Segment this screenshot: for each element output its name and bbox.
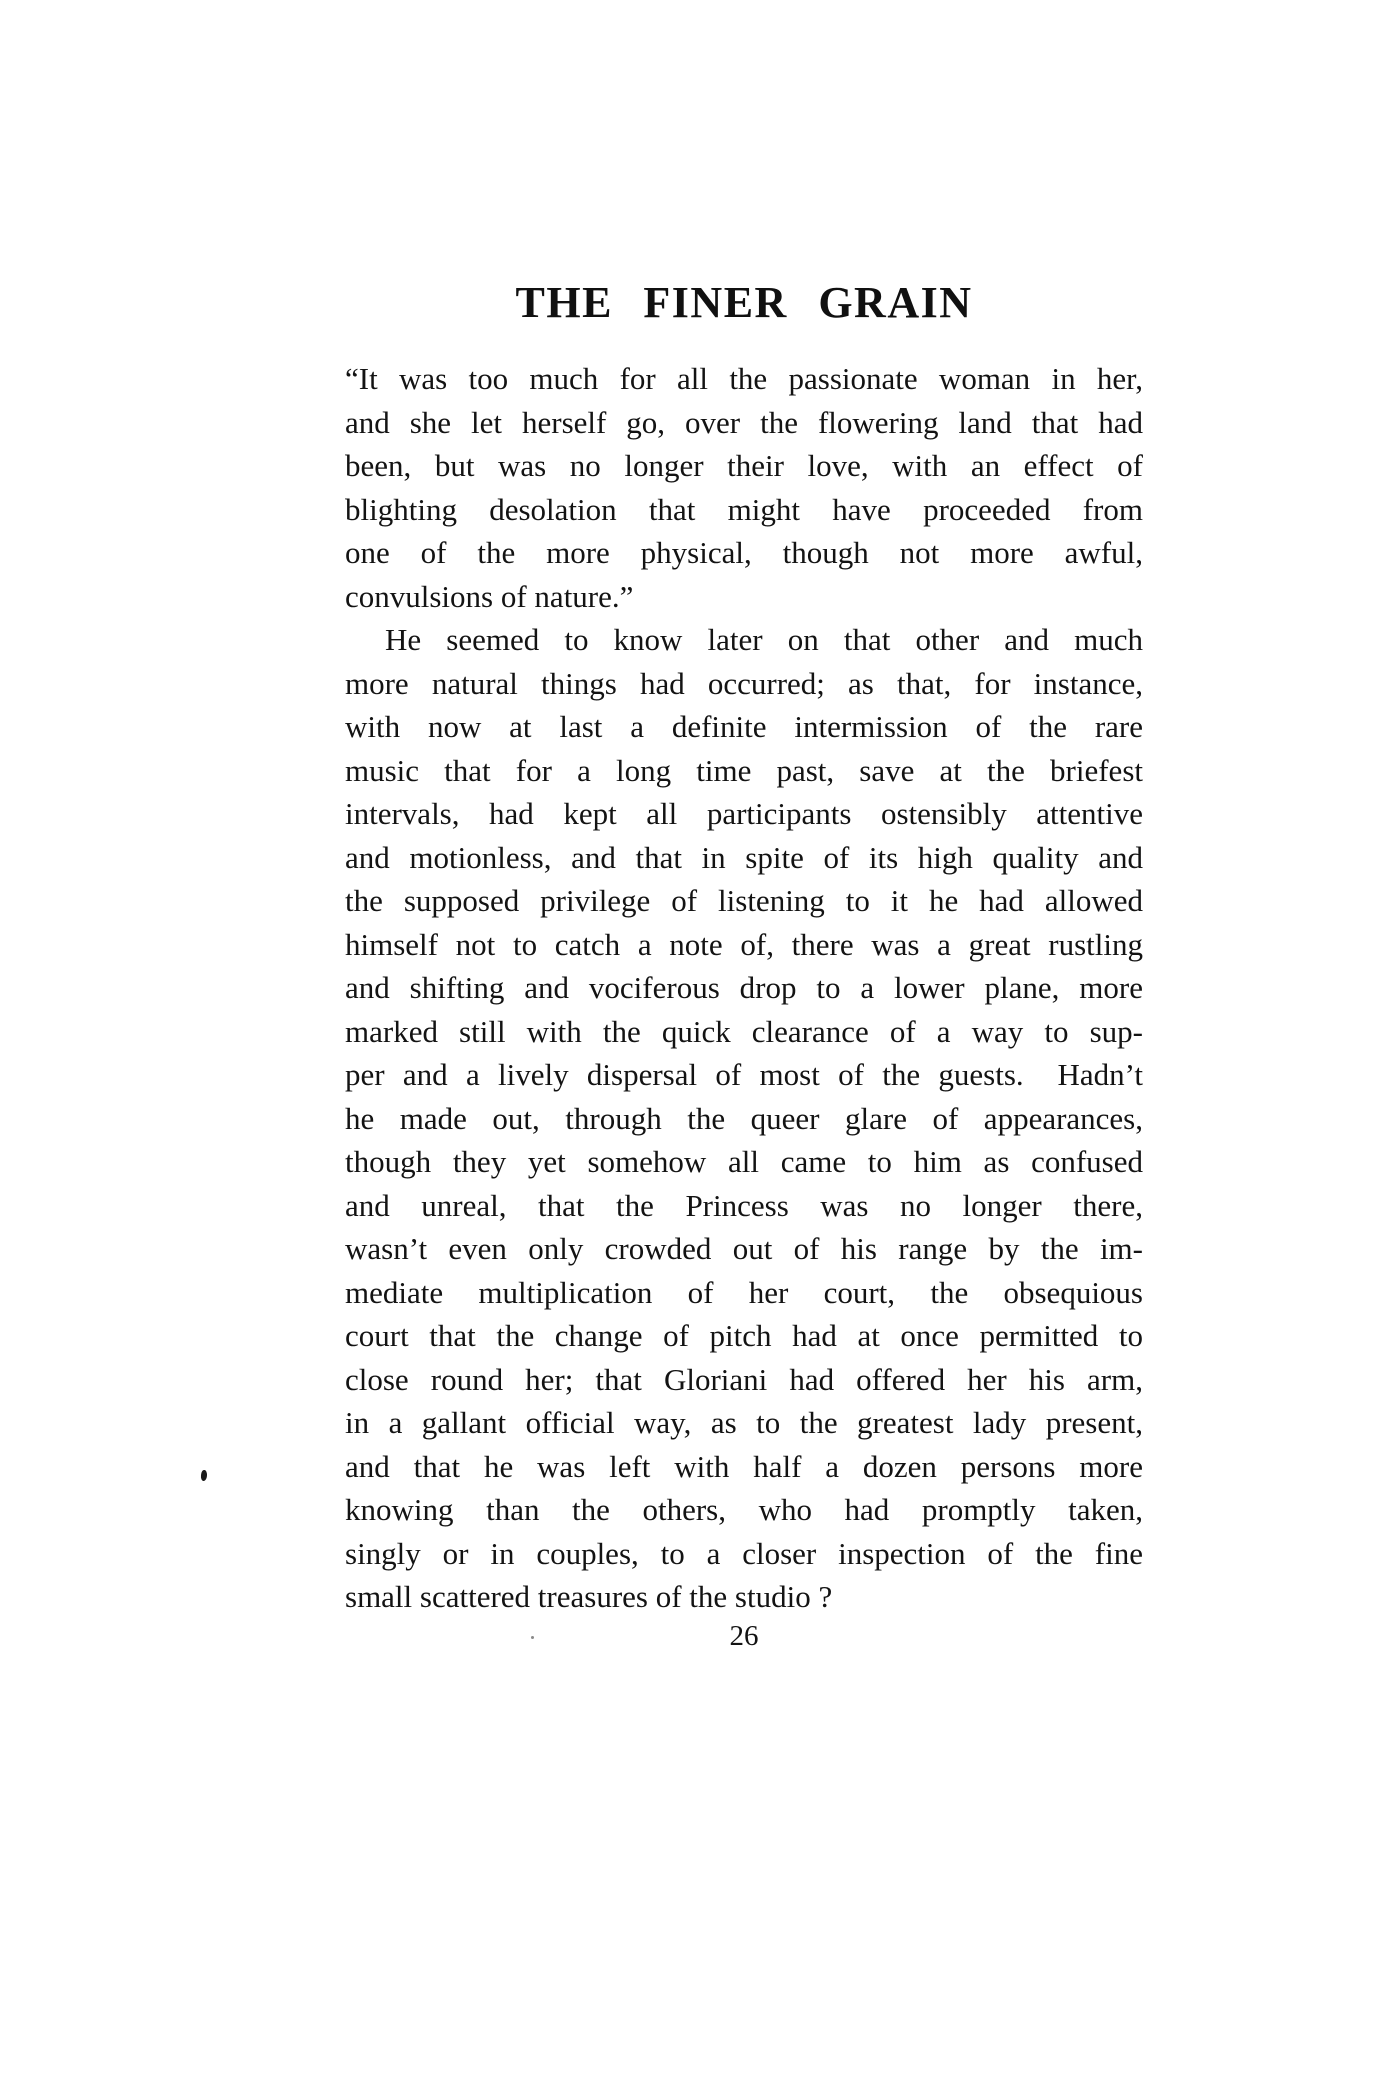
text-line: court that the change of pitch had at once permitted to <box>345 1318 1143 1353</box>
text-line: “It was too much for all the passionate woman in her, <box>345 361 1143 396</box>
text-line: music that for a long time past, save at the briefest <box>345 752 1143 788</box>
text-line: marked still with the quick clearance of a way to sup- <box>345 1013 1143 1049</box>
text-line: been, but was no longer their love, with an effect of <box>345 448 1143 483</box>
text-line: though they yet somehow all came to him as confused <box>345 1144 1143 1179</box>
text-line: and she let herself go, over the flowering land that had <box>345 404 1143 440</box>
text-line: small scattered treasures of the studio ? <box>345 1579 833 1614</box>
text-line: He seemed to know later on that other and much <box>385 622 1143 657</box>
text-line: he made out, through the queer glare of appearances, <box>345 1100 1143 1136</box>
page-number: 26 <box>729 1620 759 1652</box>
text-line: convulsions of nature.” <box>345 578 634 614</box>
text-line: blighting desolation that might have proceeded from <box>345 491 1143 527</box>
text-line: one of the more physical, though not more awful, <box>345 535 1143 570</box>
text-line: close round her; that Gloriani had offered her his arm, <box>345 1361 1143 1397</box>
text-line: per and a lively dispersal of most of the guests. Hadn’t <box>345 1057 1143 1092</box>
text-line: and that he was left with half a dozen persons more <box>345 1448 1143 1484</box>
text-line: with now at last a definite intermission of the rare <box>345 709 1143 744</box>
text-line: and unreal, that the Princess was no longer there, <box>345 1187 1143 1223</box>
text-line: singly or in couples, to a closer inspection of the fine <box>345 1535 1143 1571</box>
text-line: himself not to catch a note of, there was a great rustling <box>345 926 1143 962</box>
ink-speck <box>200 1470 207 1482</box>
text-line: and shifting and vociferous drop to a lower plane, more <box>345 970 1143 1005</box>
text-line: knowing than the others, who had promptly taken, <box>345 1492 1143 1527</box>
text-line: more natural things had occurred; as that, for instance, <box>345 665 1143 701</box>
text-line: and motionless, and that in spite of its high quality and <box>345 839 1143 875</box>
body-text <box>345 357 1143 1619</box>
page-title: THE FINER GRAIN <box>515 278 973 327</box>
text-line: wasn’t even only crowded out of his range by the im- <box>345 1231 1143 1266</box>
text-line: in a gallant official way, as to the greatest lady present, <box>345 1405 1143 1440</box>
text-line: mediate multiplication of her court, the obsequious <box>345 1274 1143 1310</box>
text-line: the supposed privilege of listening to it he had allowed <box>345 883 1143 918</box>
text-line: intervals, had kept all participants ostensibly attentive <box>345 796 1143 831</box>
